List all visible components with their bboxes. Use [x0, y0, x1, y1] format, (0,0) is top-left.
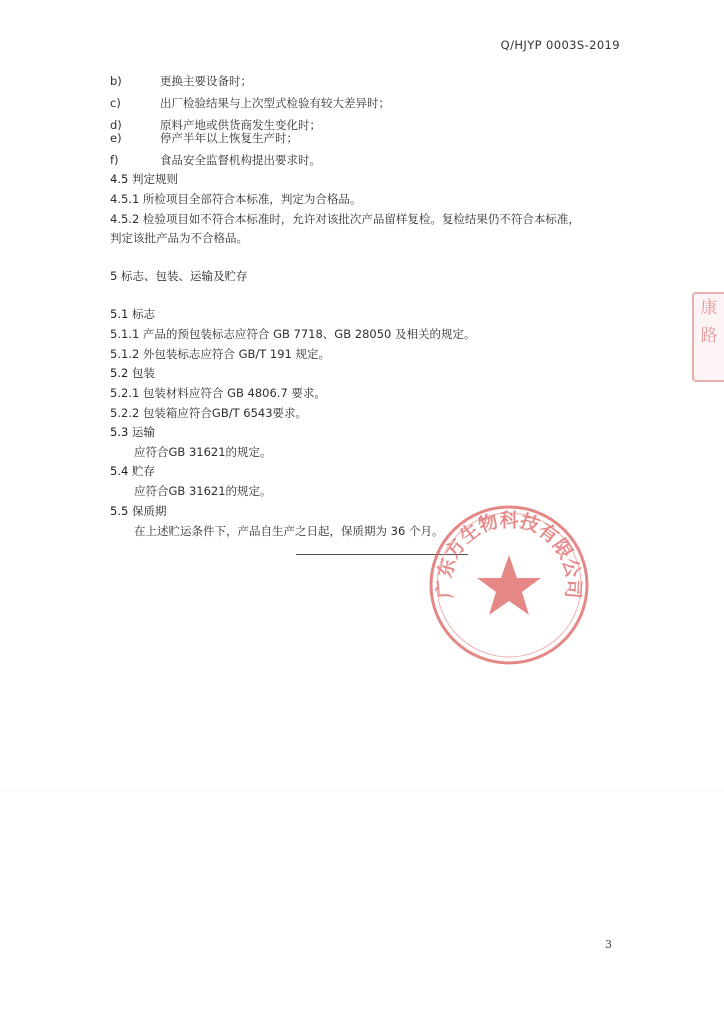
section-5-3-title: 5.3 运输	[110, 425, 155, 439]
document-code: Q/HJYP 0003S-2019	[500, 38, 620, 52]
section-5-3-text: 应符合GB 31621的规定。	[134, 445, 272, 459]
list-item-b	[110, 74, 252, 88]
section-5-1-2-text: 5.1.2 外包装标志应符合 GB/T 191 规定。	[110, 347, 331, 361]
seal-text: 广东方生物科技有限公司	[433, 509, 585, 600]
section-5-1-1-text: 5.1.1 产品的预包装标志应符合 GB 7718、GB 28050 及相关的规定。	[110, 327, 476, 341]
list-text: 食品安全监督机构提出要求时。	[160, 153, 321, 167]
list-item-e	[110, 131, 298, 145]
section-5-5-title: 5.5 保质期	[110, 504, 167, 518]
list-label: e)	[110, 131, 122, 145]
list-item-d	[110, 118, 321, 132]
list-label: d)	[110, 118, 122, 132]
section-5-2-1-text: 5.2.1 包装材料应符合 GB 4806.7 要求。	[110, 386, 326, 400]
section-4-5-2-text-line1: 4.5.2 检验项目如不符合本标准时，允许对该批次产品留样复检。复检结果仍不符合本标准，	[110, 212, 580, 226]
section-4-5-2-text-line2: 判定该批产品为不合格品。	[110, 231, 248, 245]
section-5-4-text: 应符合GB 31621的规定。	[134, 484, 272, 498]
list-text: 出厂检验结果与上次型式检验有较大差异时；	[160, 96, 390, 110]
list-item-c	[110, 96, 390, 110]
partial-stamp-text-1: 康	[700, 298, 718, 318]
list-text: 原料产地或供货商发生变化时；	[160, 118, 321, 132]
partial-stamp	[692, 292, 724, 382]
section-4-5-1-text: 4.5.1 所检项目全部符合本标准，判定为合格品。	[110, 192, 362, 206]
scan-fold-line	[0, 790, 724, 791]
section-5-2-2-text: 5.2.2 包装箱应符合GB/T 6543要求。	[110, 406, 308, 420]
list-label: f)	[110, 153, 119, 167]
seal-star-icon	[477, 555, 541, 615]
list-text: 更换主要设备时；	[160, 74, 252, 88]
list-item-f	[110, 153, 321, 167]
section-5-5-text: 在上述贮运条件下，产品自生产之日起，保质期为 36 个月。	[134, 524, 444, 538]
partial-stamp-text-2: 路	[700, 326, 718, 346]
section-5-2-title: 5.2 包装	[110, 366, 155, 380]
list-label: b)	[110, 74, 122, 88]
section-5-1-title: 5.1 标志	[110, 307, 155, 321]
list-text: 停产半年以上恢复生产时；	[160, 131, 298, 145]
page-number: 3	[605, 938, 612, 951]
section-5-title: 5 标志、包装、运输及贮存	[110, 269, 248, 283]
list-label: c)	[110, 96, 121, 110]
company-seal	[424, 500, 594, 670]
section-4-5-title: 4.5 判定规则	[110, 172, 178, 186]
section-5-4-title: 5.4 贮存	[110, 464, 155, 478]
